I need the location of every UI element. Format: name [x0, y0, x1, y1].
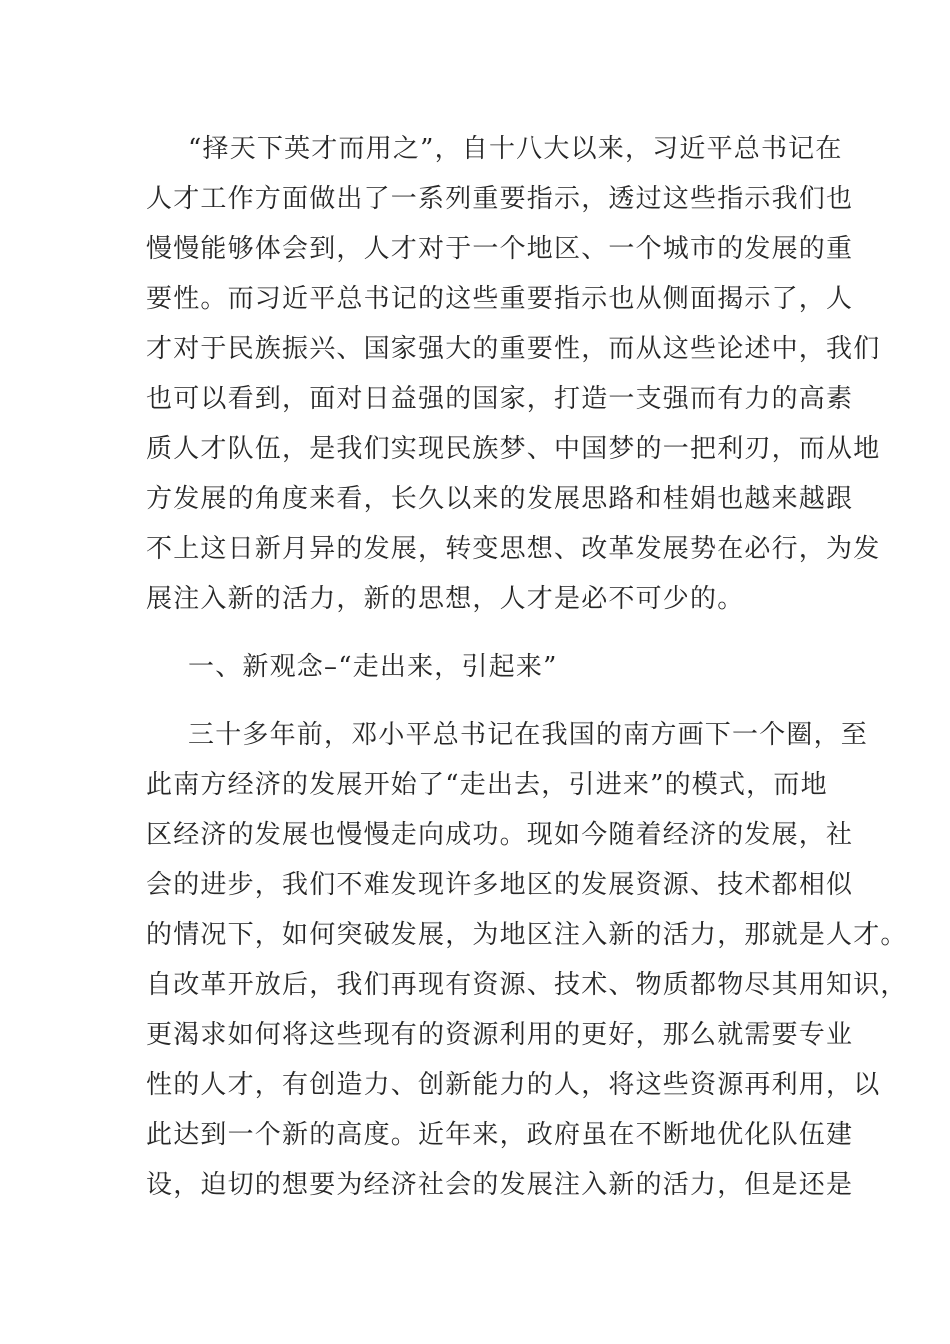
paragraph-2-line-9: 此达到一个新的高度。近年来，政府虽在不断地优化队伍建 [146, 1120, 854, 1150]
paragraph-2-line-5: 的情况下，如何突破发展，为地区注入新的活力，那就是人才。 [146, 920, 908, 950]
paragraph-2-line-3: 区经济的发展也慢慢走向成功。现如今随着经济的发展，社 [146, 820, 854, 850]
paragraph-1-line-1: “择天下英才而用之”，自十八大以来，习近平总书记在 [188, 134, 843, 164]
paragraph-2-line-6: 自改革开放后，我们再现有资源、技术、物质都物尽其用知识， [146, 970, 908, 1000]
paragraph-1-line-8: 方发展的角度来看，长久以来的发展思路和桂娟也越来越跟 [146, 484, 854, 514]
paragraph-2-line-7: 更渴求如何将这些现有的资源利用的更好，那么就需要专业 [146, 1020, 854, 1050]
paragraph-2-line-8: 性的人才，有创造力、创新能力的人，将这些资源再利用，以 [146, 1070, 881, 1100]
paragraph-1-line-6: 也可以看到，面对日益强的国家，打造一支强而有力的高素 [146, 384, 854, 414]
section-heading: 一、新观念–“走出来，引起来” [188, 652, 558, 682]
paragraph-2-line-10: 设，迫切的想要为经济社会的发展注入新的活力，但是还是 [146, 1170, 854, 1200]
paragraph-1-line-4: 要性。而习近平总书记的这些重要指示也从侧面揭示了，人 [146, 284, 854, 314]
paragraph-2-line-1: 三十多年前，邓小平总书记在我国的南方画下一个圈，至 [188, 720, 869, 750]
paragraph-2-line-2: 此南方经济的发展开始了“走出去，引进来”的模式，而地 [146, 770, 828, 800]
paragraph-1-line-10: 展注入新的活力，新的思想，人才是必不可少的。 [146, 584, 745, 614]
paragraph-1-line-3: 慢慢能够体会到，人才对于一个地区、一个城市的发展的重 [146, 234, 854, 264]
paragraph-1-line-5: 才对于民族振兴、国家强大的重要性，而从这些论述中，我们 [146, 334, 881, 364]
paragraph-2-line-4: 会的进步，我们不难发现许多地区的发展资源、技术都相似 [146, 870, 854, 900]
paragraph-1-line-2: 人才工作方面做出了一系列重要指示，透过这些指示我们也 [146, 184, 854, 214]
paragraph-1-line-9: 不上这日新月异的发展，转变思想、改革发展势在必行，为发 [146, 534, 881, 564]
paragraph-1-line-7: 质人才队伍，是我们实现民族梦、中国梦的一把利刃，而从地 [146, 434, 881, 464]
